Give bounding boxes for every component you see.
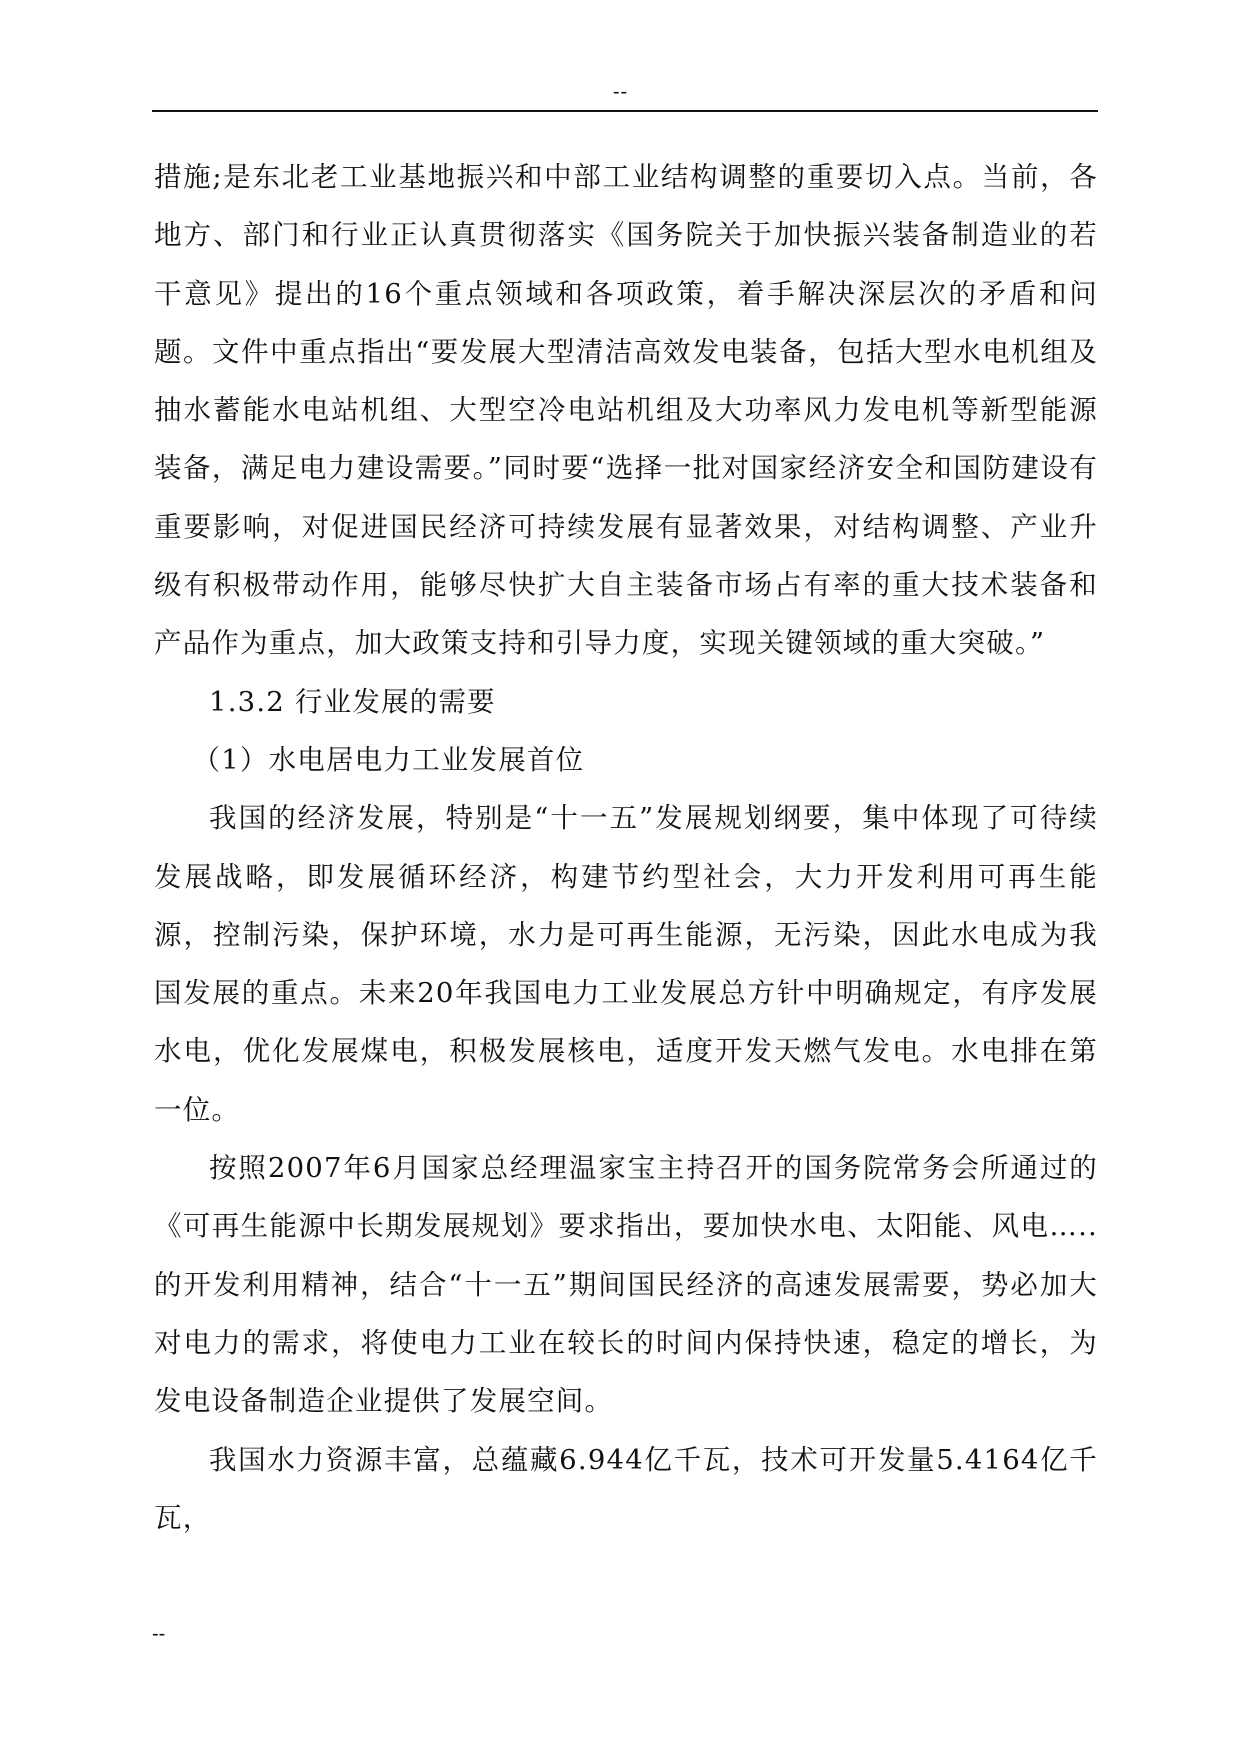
paragraph-economic-development: 我国的经济发展，特别是“十一五”发展规划纲要，集中体现了可待续发展战略，即发展循环经济，构建节约型社会，大力开发利用可再生能源，控制污染，保护环境，水力是可再生能源，无污染，因此水电成为我国发展的重点。未来20年我国电力工业发展总方针中明确规定，有序发展水电，优化发展煤电，积极发展核电，适度开发天燃气发电。水电排在第一位。 bbox=[154, 802, 1098, 1126]
document-body bbox=[154, 148, 1098, 1547]
page-header-mark: -- bbox=[612, 81, 629, 103]
paragraph-policy-context: 措施;是东北老工业基地振兴和中部工业结构调整的重要切入点。当前，各地方、部门和行业正认真贯彻落实《国务院关于加快振兴装备制造业的若干意见》提出的16个重点领域和各项政策，着手解决深层次的矛盾和问题。文件中重点指出“要发展大型清洁高效发电装备，包括大型水电机组及抽水蓄能水电站机组、大型空冷电站机组及大功率风力发电机等新型能源装备，满足电力建设需要。”同时要“选择一批对国家经济安全和国防建设有重要影响，对促进国民经济可持续发展有显著效果，对结构调整、产业升级有积极带动作用，能够尽快扩大自主装备市场占有率的重大技术装备和产品作为重点，加大政策支持和引导力度，实现关键领域的重大突破。” bbox=[154, 161, 1098, 660]
section-heading-1-3-2: 1.3.2 行业发展的需要 bbox=[209, 685, 496, 718]
page-footer-mark: -- bbox=[152, 1623, 166, 1645]
paragraph-water-resources: 我国水力资源丰富，总蕴藏6.944亿千瓦，技术可开发量5.4164亿千瓦， bbox=[154, 1443, 1098, 1534]
paragraph-renewable-plan: 按照2007年6月国家总经理温家宝主持召开的国务院常务会所通过的《可再生能源中长期发展规划》要求指出，要加快水电、太阳能、风电…..的开发利用精神，结合“十一五”期间国民经济的高速发展需要，势必加大对电力的需求，将使电力工业在较长的时间内保持快速，稳定的增长，为发电设备制造企业提供了发展空间。 bbox=[154, 1152, 1098, 1418]
header-divider bbox=[152, 110, 1098, 112]
subsection-heading-hydropower: （1）水电居电力工业发展首位 bbox=[192, 743, 585, 776]
